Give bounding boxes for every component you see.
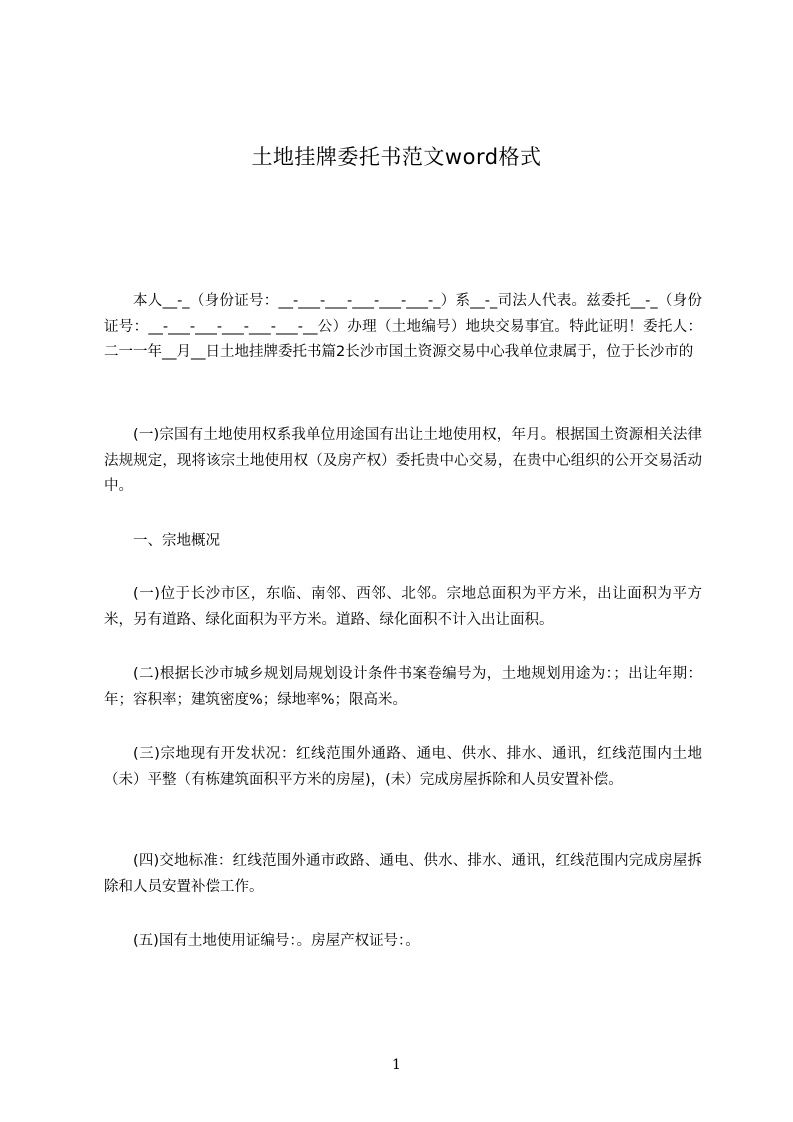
paragraph-planning: (二)根据长沙市城乡规划局规划设计条件书案卷编号为，土地规划用途为：；出让年期：年；容积率；建筑密度%；绿地率%；限高米。 (104, 666, 702, 708)
paragraph-land-use-right: (一)宗国有土地使用权系我单位用途国有出让土地使用权，年月。根据国土资源相关法律法规规定，现将该宗土地使用权（及房产权）委托贵中心交易，在贵中心组织的公开交易活动中。 (104, 427, 702, 494)
paragraph-certificate-numbers: (五)国有土地使用证编号：。房屋产权证号：。 (133, 933, 420, 949)
paragraph-location: (一)位于长沙市区，东临、南邻、西邻、北邻。宗地总面积为平方米，出让面积为平方米，另有道路、绿化面积为平方米。道路、绿化面积不计入出让面积。 (104, 586, 702, 628)
section-heading-overview: 一、宗地概况 (133, 533, 220, 549)
page-number: 1 (392, 1057, 401, 1073)
paragraph-delivery-standard: (四)交地标准：红线范围外通市政路、通电、供水、排水、通讯，红线范围内完成房屋拆除和人员安置补偿工作。 (104, 853, 702, 895)
paragraph-development-status: (三)宗地现有开发状况：红线范围外通路、通电、供水、排水、通讯，红线范围内土地（未）平整（有栋建筑面积平方米的房屋)，(未）完成房屋拆除和人员安置补偿。 (104, 746, 702, 788)
document-title: 土地挂牌委托书范文word格式 (251, 145, 542, 169)
paragraph-authorization: 本人__-_（身份证号：__-___-___-___-___-___-_）系__-_司法人代表。兹委托__-_（身份证号：__-___-___-___-___-___-__公）办理（土地编号）地块交易事宜。特此证明！委托人：二一一年__月__日土地挂牌委托书篇2长沙市国土资源交易中心我单位隶属于，位于长沙市的 (104, 293, 702, 360)
